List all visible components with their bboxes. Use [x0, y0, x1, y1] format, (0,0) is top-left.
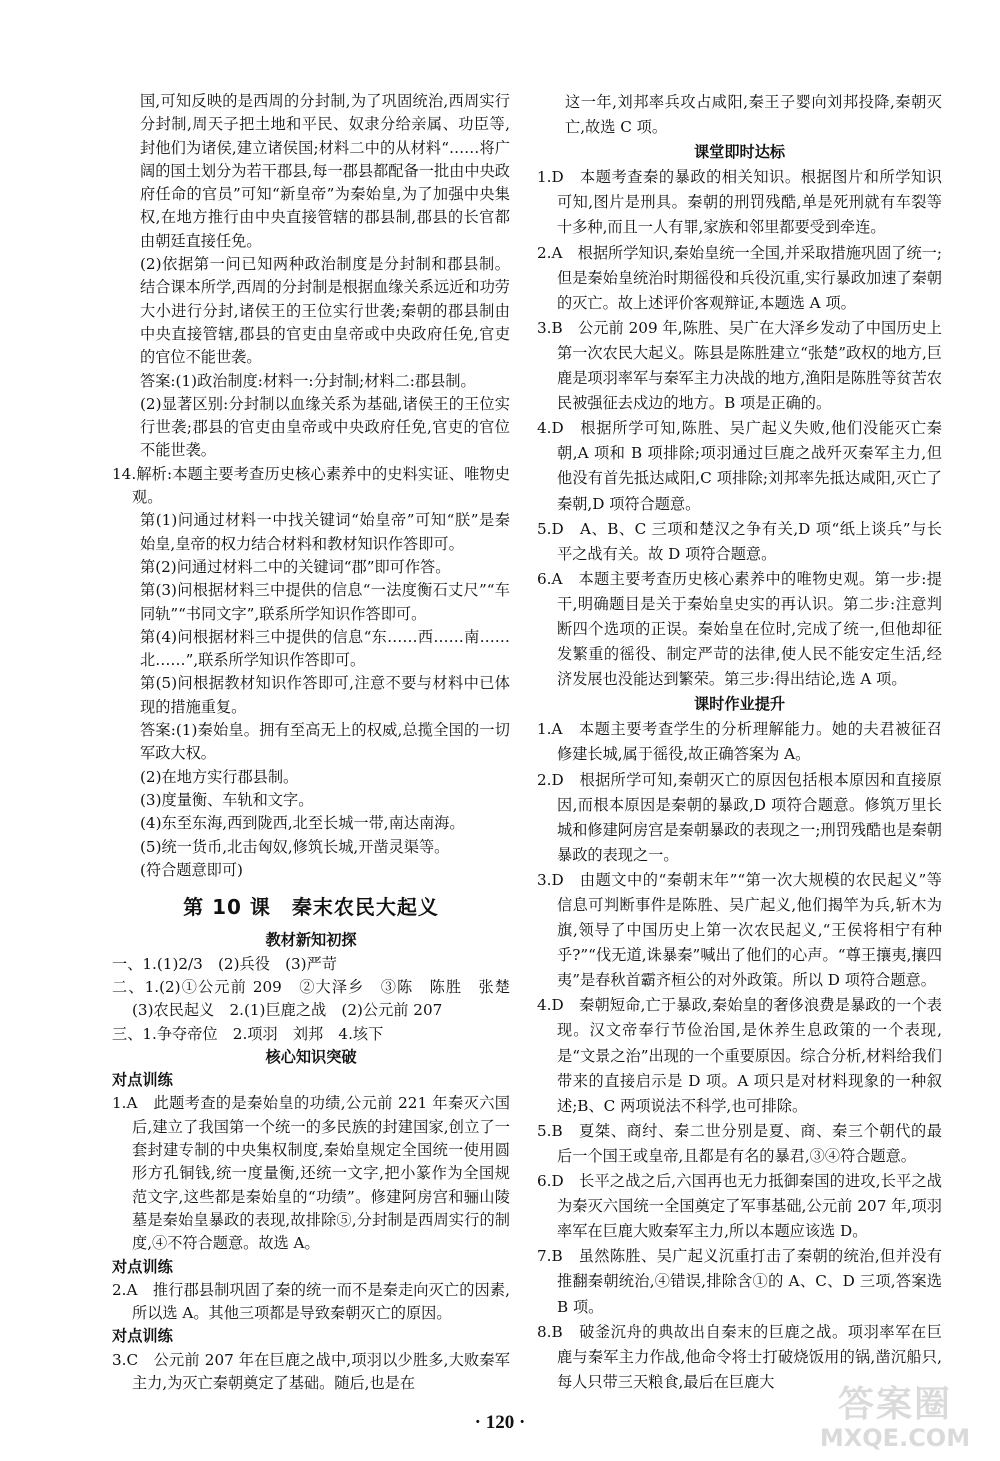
- answer-item: 二、1.(2)①公元前 209 ②大泽乡 ③陈 陈胜 张楚 (3)农民起义 2.(1)巨鹿之战 (2)公元前 207: [112, 977, 526, 1020]
- answer-item: 7.B 虽然陈胜、吴广起义沉重打击了秦朝的统治,但并没有推翻秦朝统治,④错误,排除含①的 A、C、D 三项,答案选 B 项。: [537, 1247, 942, 1316]
- subsection-label: 对点训练: [112, 1071, 173, 1090]
- paragraph: (符合题意即可): [140, 860, 243, 879]
- left-column: [112, 90, 526, 1395]
- answer-item: 3.B 公元前 209 年,陈胜、吴广在大泽乡发动了中国历史上第一次农民大起义。陈县是陈胜建立“张楚”政权的地方,巨鹿是项羽率军与秦军主力决战的地方,渔阳是陈胜等贫苦农民被强征去戍边的地方。B 项是正确的。: [537, 318, 942, 413]
- watermark-logo: [800, 1385, 990, 1457]
- answer-item: 5.D A、B、C 三项和楚汉之争有关,D 项“纸上谈兵”与长平之战有关。故 D 项符合题意。: [537, 519, 942, 563]
- paragraph: 第(1)问通过材料一中找关键词“始皇帝”可知“朕”是秦始皇,皇帝的权力结合材料和教材知识作答即可。: [140, 511, 510, 553]
- answer-item: 2.A 根据所学知识,秦始皇统一全国,并采取措施巩固了统一;但是秦始皇统治时期徭役和兵役沉重,实行暴政加速了秦朝的灭亡。故上述评价客观辩证,本题选 A 项。: [537, 243, 942, 312]
- answer-item: 5.B 夏桀、商纣、秦二世分别是夏、商、秦三个朝代的最后一个国王或皇帝,且都是有名的暴君,③④符合题意。: [537, 1121, 942, 1165]
- paragraph: (2)显著区别:分封制以血缘关系为基础,诸侯王的王位实行世袭;郡县的官吏由皇帝或中央政府任免,官吏的官位不能世袭。: [140, 394, 510, 460]
- paragraph: 答案:(1)秦始皇。拥有至高无上的权威,总揽全国的一切军政大权。: [140, 721, 510, 763]
- paragraph: 这一年,刘邦率兵攻占咸阳,秦王子婴向刘邦投降,秦朝灭亡,故选 C 项。: [565, 93, 942, 137]
- subsection-label: 对点训练: [112, 1327, 173, 1346]
- answer-item: 6.D 长平之战之后,六国再也无力抵御秦国的进攻,长平之战为秦灭六国统一全国奠定了军事基础,公元前 207 年,项羽率军在巨鹿大败秦军主力,所以本题应该选 D。: [537, 1172, 942, 1241]
- answer-item: 6.A 本题主要考查历史核心素养中的唯物史观。第一步:提干,明确题目是关于秦始皇史实的再认识。第二步:注意判断四个选项的正误。秦始皇在位时,完成了统一,但他却征发繁重的徭役、制定严苛的法律,使人民不能安定生活,经济发展也没能达到繁荣。第三步:得出结论,选 A 项。: [537, 569, 942, 689]
- paragraph: 第(3)问根据材料三中提供的信息“一法度衡石丈尺”“车同轨”“书同文字”,联系所学知识作答即可。: [140, 581, 510, 623]
- answer-item: 4.D 秦朝短命,亡于暴政,秦始皇的奢侈浪费是暴政的一个表现。汉文帝奉行节俭治国,是休养生息政策的一个表现,是“文景之治”出现的一个重要原因。综合分析,材料给我们带来的直接启示是 D 项。A 项只是对材料现象的一种叙述;B、C 两项说法不科学,也可排除。: [537, 996, 942, 1115]
- answer-item: 8.B 破釜沉舟的典故出自秦末的巨鹿之战。项羽率军在巨鹿与秦军主力作战,他命令将士打破烧饭用的锅,凿沉船只,每人只带三天粮食,最后在巨鹿大: [537, 1322, 942, 1391]
- answer-item: 三、1.争夺帝位 2.项羽 刘邦 4.垓下: [112, 1024, 384, 1043]
- subsection-label: 对点训练: [112, 1257, 173, 1276]
- answer-item: 4.D 根据所学可知,陈胜、吴广起义失败,他们没能灭亡秦朝,A 项和 B 项排除;项羽通过巨鹿之战歼灭秦军主力,但他没有首先抵达咸阳,C 项排除;刘邦率先抵达咸阳,灭亡了秦朝,D 项符合题意。: [537, 419, 942, 513]
- section-heading: 教材新知初探: [265, 931, 357, 950]
- right-column: [537, 90, 942, 1395]
- paragraph: (2)在地方实行郡县制。: [140, 767, 299, 786]
- paragraph: 答案:(1)政治制度:材料一:分封制;材料二:郡县制。: [140, 371, 476, 390]
- answer-item: 1.D 本题考查秦的暴政的相关知识。根据图片和所学知识可知,图片是刑具。秦朝的刑罚残酷,单是死刑就有车裂等十多种,而且一人有罪,家族和邻里都要受到牵连。: [537, 168, 942, 237]
- answer-item: 1.A 本题主要考查学生的分析理解能力。她的夫君被征召修建长城,属于徭役,故正确答案为 A。: [537, 720, 942, 764]
- answer-item: 2.A 推行郡县制巩固了秦的统一而不是秦走向灭亡的因素,所以选 A。其他三项都是导致秦朝灭亡的原因。: [112, 1280, 510, 1323]
- paragraph: 国,可知反映的是西周的分封制,为了巩固统治,西周实行分封制,周天子把土地和平民、奴隶分给亲属、功臣等,封他们为诸侯,建立诸侯国;材料二中的从材料“……将广阔的国土划分为若干郡县,每一郡县都配备一批由中央政府任命的官员”可知“新皇帝”为秦始皇,为了加强中央集权,在地方推行由中央直接管辖的郡县制,郡县的长官都由朝廷直接任免。: [140, 92, 510, 250]
- answer-item: 14.解析:本题主要考查历史核心素养中的史料实证、唯物史观。: [112, 464, 510, 507]
- lesson-title: 第 10 课 秦末农民大起义: [183, 895, 439, 920]
- answer-item: 3.D 由题文中的“秦朝末年”“第一次大规模的农民起义”等信息可判断事件是陈胜、吴广起义,他们揭竿为兵,斩木为旗,领导了中国历史上第一次农民起义,“王侯将相宁有种乎?”“伐无道,诛暴秦”喊出了他们的心声。“尊王攘夷,攘四夷”是春秋首霸齐桓公的对外政策。所以 D 项符合题意。: [537, 870, 942, 990]
- paragraph: (2)依据第一问已知两种政治制度是分封制和郡县制。结合课本所学,西周的分封制是根据血缘关系远近和功劳大小进行分封,诸侯王的王位实行世袭;秦朝的郡县制由中央直接管辖,郡县的官吏由皇帝或中央政府任免,官吏的官位不能世袭。: [140, 255, 510, 367]
- section-heading: 课时作业提升: [693, 695, 786, 714]
- answer-item: 3.C 公元前 207 年在巨鹿之战中,项羽以少胜多,大败秦军主力,为灭亡秦朝奠定了基础。随后,也是在: [112, 1350, 510, 1393]
- answer-item: 一、1.(1)2/3 (2)兵役 (3)严苛: [112, 954, 337, 973]
- section-heading: 核心知识突破: [265, 1047, 357, 1066]
- watermark-text: 答案圈: [837, 1384, 952, 1425]
- answer-item: 1.A 此题考查的是秦始皇的功绩,公元前 221 年秦灭六国后,建立了我国第一个统一的多民族的封建国家,创立了一套封建专制的中央集权制度,秦始皇规定全国统一使用圆形方孔铜钱,统一度量衡,还统一文字,把小篆作为全国规范文字,这些都是秦始皇的“功绩”。修建阿房宫和骊山陵墓是秦始皇暴政的表现,故排除⑤,分封制是西周实行的制度,④不符合题意。故选 A。: [112, 1094, 510, 1253]
- paragraph: 第(2)问通过材料二中的关键词“郡”即可作答。: [140, 557, 451, 576]
- paragraph: (3)度量衡、车轨和文字。: [140, 790, 314, 809]
- paragraph: 第(4)问根据材料三中提供的信息“东……西……南……北……”,联系所学知识作答即可。: [140, 627, 510, 670]
- paragraph: (4)东至东海,西到陇西,北至长城一带,南达南海。: [140, 814, 465, 833]
- paragraph: 第(5)问根据教材知识作答即可,注意不要与材料中已体现的措施重复。: [140, 674, 510, 716]
- section-heading: 课堂即时达标: [693, 143, 786, 162]
- paragraph: (5)统一货币,北击匈奴,修筑长城,开凿灵渠等。: [140, 837, 450, 856]
- answer-item: 2.D 根据所学可知,秦朝灭亡的原因包括根本原因和直接原因,而根本原因是秦朝的暴政,D 项符合题意。修筑万里长城和修建阿房宫是秦朝暴政的表现之一;刑罚残酷也是秦朝暴政的表现之一。: [537, 770, 942, 864]
- page-number: · 120 ·: [474, 1412, 526, 1433]
- watermark-url: MXQE.COM: [819, 1424, 971, 1452]
